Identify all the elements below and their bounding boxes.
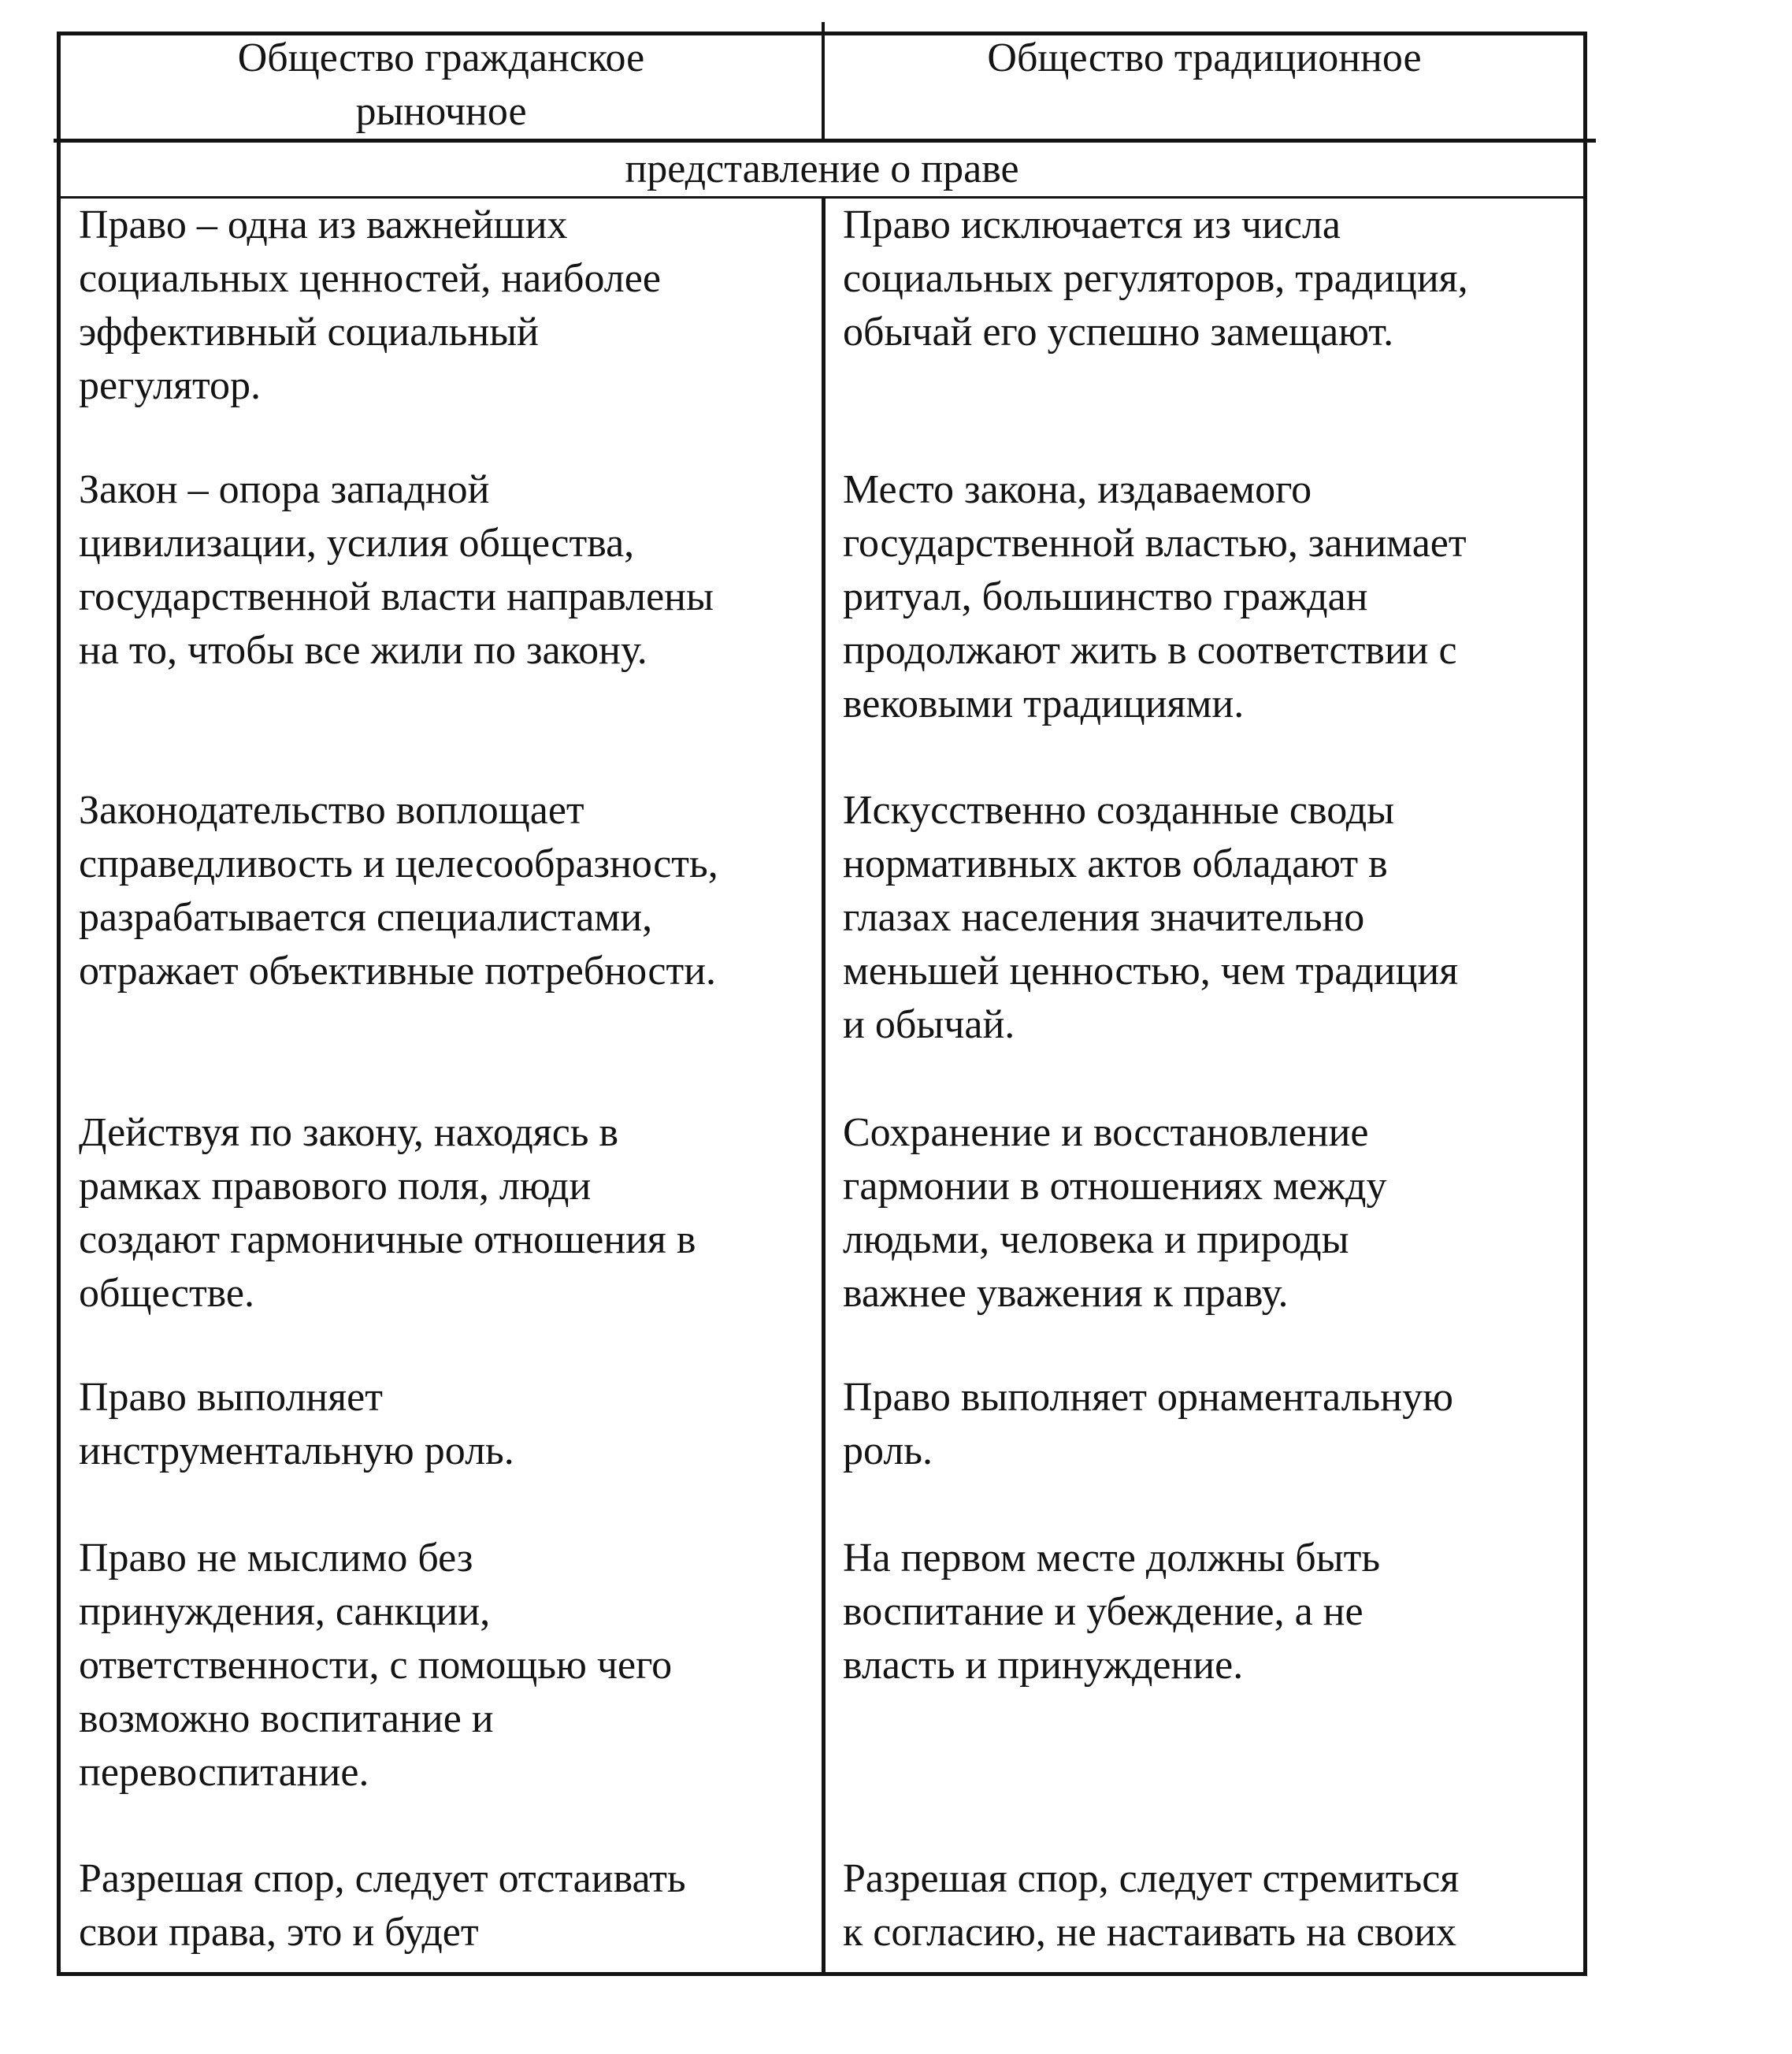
row-6-traditional: На первом месте должны быть воспитание и убеждение, а не власть и принуждение. bbox=[843, 1536, 1381, 1688]
row-3-civil: Законодательство воплощает справедливость и целесообразность, разрабатывается специалистами, отражает объективные потребности. bbox=[79, 788, 718, 994]
row-2-civil: Закон – опора западной цивилизации, усилия общества, государственной власти направлены на то, чтобы все жили по закону. bbox=[79, 467, 714, 673]
row-2-traditional: Место закона, издаваемого государственной властью, занимает ритуал, большинство граждан продолжают жить в соответствии с вековыми традициями. bbox=[843, 467, 1467, 726]
row-1-traditional: Право исключается из числа социальных регуляторов, традиция, обычай его успешно замещают. bbox=[843, 202, 1468, 355]
row-3-traditional: Искусственно созданные своды нормативных актов обладают в глазах населения значительно меньшей ценностью, чем традиция и обычай. bbox=[843, 788, 1459, 1047]
header-column-divider bbox=[822, 22, 825, 140]
row-7-traditional: Разрешая спор, следует стремиться к согласию, не настаивать на своих bbox=[843, 1856, 1460, 1955]
row-7-civil: Разрешая спор, следует отстаивать свои права, это и будет bbox=[79, 1856, 686, 1955]
header-civil-society: Общество гражданское рыночное bbox=[237, 35, 645, 134]
row-4-civil: Действуя по закону, находясь в рамках правового поля, люди создают гармоничные отношения в обществе. bbox=[79, 1110, 696, 1316]
row-6-civil: Право не мыслимо без принуждения, санкции, ответственности, с помощью чего возможно воспитание и перевоспитание. bbox=[79, 1536, 673, 1795]
row-5-civil: Право выполняет инструментальную роль. bbox=[79, 1375, 514, 1473]
section-title: представление о праве bbox=[625, 147, 1019, 191]
row-1-civil: Право – одна из важнейших социальных ценностей, наиболее эффективный социальный регулятор. bbox=[79, 202, 661, 408]
column-divider bbox=[822, 197, 826, 1976]
row-4-traditional: Сохранение и восстановление гармонии в отношениях между людьми, человека и природы важнее уважения к праву. bbox=[843, 1110, 1387, 1316]
row-5-traditional: Право выполняет орнаментальную роль. bbox=[843, 1375, 1453, 1473]
header-traditional-society: Общество традиционное bbox=[987, 35, 1422, 80]
